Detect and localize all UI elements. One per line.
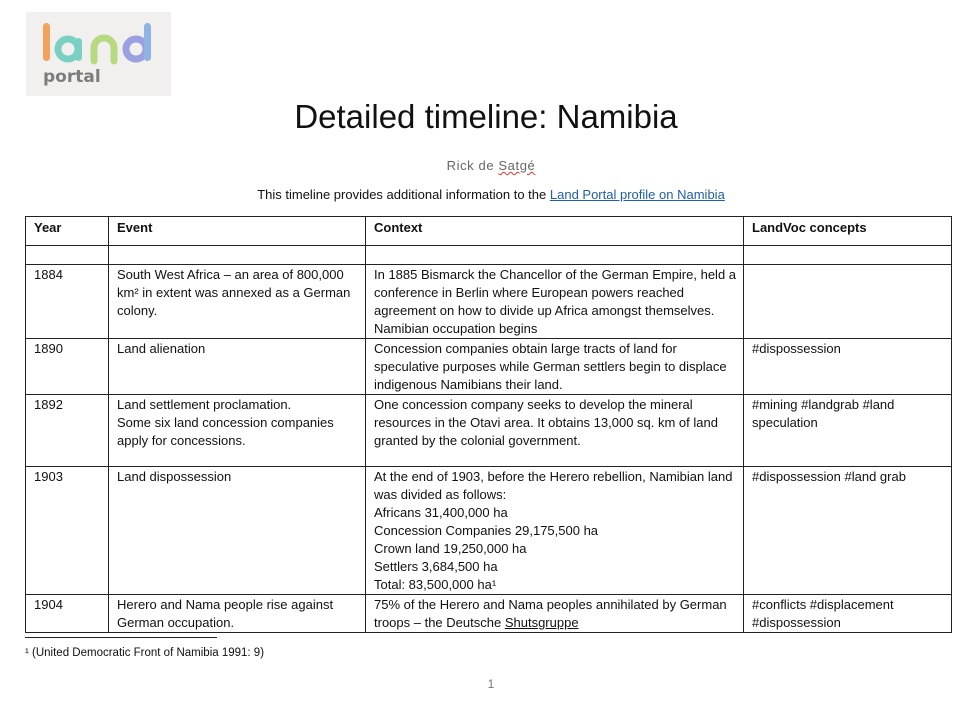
concepts-cell xyxy=(744,265,952,339)
concepts-cell: #mining #landgrab #land speculation xyxy=(744,395,952,467)
table-row-empty xyxy=(26,246,952,265)
header-event: Event xyxy=(109,217,366,246)
context-cell: At the end of 1903, before the Herero rebellion, Namibian land was divided as follows: Africans 31,400,000 ha Concession Companies 29,175,500 ha Crown land 19,250,000 ha Settlers 3,684,500 ha Total: 83,500,000 ha¹ xyxy=(366,467,744,595)
author-last: Satgé xyxy=(498,158,536,173)
concepts-cell: #dispossession #land grab xyxy=(744,467,952,595)
context-cell: 75% of the Herero and Nama peoples annihilated by German troops – the Deutsche Shutsgruppe xyxy=(366,595,744,633)
intro-line xyxy=(0,187,972,202)
land-portal-profile-link[interactable]: Land Portal profile on Namibia xyxy=(549,187,725,202)
event-cell: Herero and Nama people rise against German occupation. xyxy=(109,595,366,633)
author-first: Rick de xyxy=(446,158,495,173)
author xyxy=(0,158,972,173)
logo-letter-n xyxy=(94,38,114,61)
context-cell: In 1885 Bismarck the Chancellor of the German Empire, held a conference in Berlin where European powers reached agreement on how to divide up Africa amongst themselves. Namibian occupation begins xyxy=(366,265,744,339)
page-title: Detailed timeline: Namibia xyxy=(294,98,678,135)
year-cell: 1884 xyxy=(26,265,109,339)
table-row xyxy=(26,265,952,339)
footnote: ¹ (United Democratic Front of Namibia 1991: 9) xyxy=(25,647,265,659)
table-row xyxy=(26,595,952,633)
table-row xyxy=(26,339,952,395)
page-number: 1 xyxy=(487,677,495,691)
intro-text: This timeline provides additional information to the xyxy=(257,187,547,202)
year-cell: 1904 xyxy=(26,595,109,633)
event-cell: Land settlement proclamation. Some six land concession companies apply for concessions. xyxy=(109,395,366,467)
year-cell: 1903 xyxy=(26,467,109,595)
land-portal-logo xyxy=(26,12,171,96)
header-landvoc: LandVoc concepts xyxy=(744,217,952,246)
logo-subword: portal xyxy=(43,67,101,87)
event-cell: Land dispossession xyxy=(109,467,366,595)
year-cell: 1892 xyxy=(26,395,109,467)
year-cell: 1890 xyxy=(26,339,109,395)
context-cell: One concession company seeks to develop the mineral resources in the Otavi area. It obtains 13,000 sq. km of land granted by the colonial government. xyxy=(366,395,744,467)
table-header-row xyxy=(26,217,952,246)
logo-letter-l xyxy=(43,23,50,61)
context-cell: Concession companies obtain large tracts of land for speculative purposes while German settlers begin to displace indigenous Namibians their land. xyxy=(366,339,744,395)
table-row xyxy=(26,395,952,467)
event-cell: South West Africa – an area of 800,000 km² in extent was annexed as a German colony. xyxy=(109,265,366,339)
header-context: Context xyxy=(366,217,744,246)
event-cell: Land alienation xyxy=(109,339,366,395)
logo-letter-d xyxy=(126,39,146,59)
concepts-cell: #conflicts #displacement #dispossession xyxy=(744,595,952,633)
footnote-rule xyxy=(25,637,217,638)
concepts-cell: #dispossession xyxy=(744,339,952,395)
header-year: Year xyxy=(26,217,109,246)
table-row xyxy=(26,467,952,595)
timeline-table xyxy=(25,216,952,633)
